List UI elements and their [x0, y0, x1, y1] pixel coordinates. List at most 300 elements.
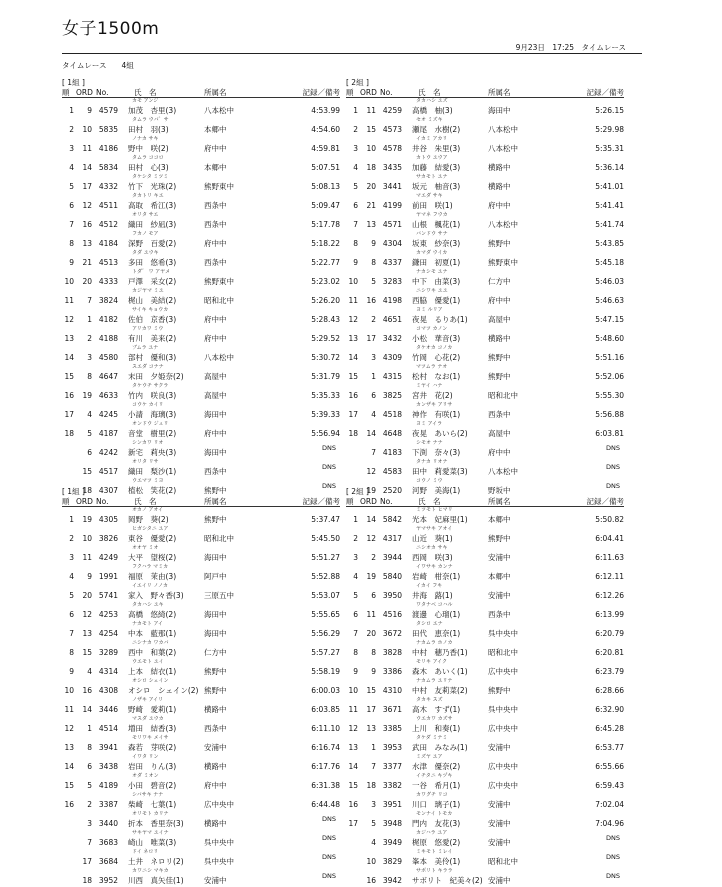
table-row: [346, 307, 624, 326]
name-reading: イワサキ カンナ: [416, 564, 453, 570]
rank-cell: 18: [64, 429, 74, 438]
table-row: [346, 212, 624, 231]
affiliation-cell: 昭和北中: [488, 648, 518, 657]
record-cell: 5:50.82: [595, 515, 624, 524]
bib-number-cell: 4314: [98, 667, 118, 676]
name-reading: ウエマツ ミヨ: [132, 478, 164, 484]
affiliation-cell: 昭和北中: [488, 391, 518, 400]
rank-cell: 3: [69, 144, 74, 153]
bib-number-cell: 4309: [382, 353, 402, 362]
affiliation-cell: 高屋中: [204, 372, 227, 381]
record-cell: 7:02.04: [595, 800, 624, 809]
athlete-name-cell: 中村 友莉菜(2): [412, 686, 468, 695]
order-cell: 16: [82, 220, 92, 229]
dns-mark: DNS: [606, 834, 620, 842]
name-reading: ノザキ アイリ: [132, 697, 164, 703]
athlete-name-cell: オシロ シェイン(2): [128, 686, 199, 695]
rank-cell: 11: [64, 705, 74, 714]
order-cell: 19: [82, 515, 92, 524]
name-reading: ニシワキ ユユ: [416, 288, 448, 294]
order-cell: 14: [82, 705, 92, 714]
order-cell: 11: [366, 610, 376, 619]
record-cell: 5:30.72: [311, 353, 340, 362]
bib-number-cell: 5835: [98, 125, 118, 134]
athlete-name-cell: 竹下 光珠(2): [128, 182, 177, 191]
athlete-name-cell: 岩田 りん(3): [128, 762, 177, 771]
record-cell: 5:18.22: [311, 239, 340, 248]
athlete-name-cell: 上川 和奏(1): [412, 724, 461, 733]
rank-cell: 10: [348, 277, 358, 286]
bib-number-cell: 3950: [382, 591, 402, 600]
affiliation-cell: 仁方中: [488, 277, 511, 286]
order-cell: 16: [366, 296, 376, 305]
record-cell: 5:52.06: [595, 372, 624, 381]
order-cell: 4: [371, 838, 376, 847]
table-row: [62, 136, 340, 155]
record-cell: 5:58.19: [311, 667, 340, 676]
affiliation-cell: 本郷中: [488, 572, 511, 581]
affiliation-cell: 府中中: [204, 239, 227, 248]
order-cell: 7: [371, 762, 376, 771]
order-cell: 8: [371, 648, 376, 657]
record-cell: 5:47.15: [595, 315, 624, 324]
affiliation-cell: 昭和北中: [204, 534, 234, 543]
athlete-name-cell: 門内 友花(3): [412, 819, 461, 828]
affiliation-cell: 府中中: [488, 201, 511, 210]
bib-number-cell: 4578: [382, 144, 402, 153]
rank-cell: 7: [69, 220, 74, 229]
rank-cell: 15: [64, 372, 74, 381]
name-reading: ミツモト ヒマリ: [416, 507, 453, 513]
record-cell: 5:08.13: [311, 182, 340, 191]
athlete-name-cell: 坂東 紗奈(3): [412, 239, 461, 248]
table-row: [62, 269, 340, 288]
name-reading: タカハシ ユキ: [132, 602, 164, 608]
affiliation-cell: 府中中: [488, 296, 511, 305]
bib-number-cell: 3684: [98, 857, 118, 866]
affiliation-cell: 安浦中: [488, 838, 511, 847]
bib-number-cell: 3683: [98, 838, 118, 847]
rank-cell: [346, 447, 358, 458]
bib-number-cell: 4184: [98, 239, 118, 248]
record-cell: [560, 875, 624, 886]
affiliation-cell: 広中央中: [488, 781, 518, 790]
athlete-name-cell: 部村 優和(3): [128, 353, 177, 362]
order-cell: 11: [82, 144, 92, 153]
table-row: [346, 849, 624, 868]
record-cell: 5:48.60: [595, 334, 624, 343]
record-cell: 5:41.01: [595, 182, 624, 191]
order-cell: 5: [87, 781, 92, 790]
athlete-name-cell: 坂元 柚音(3): [412, 182, 461, 191]
record-cell: 5:07.51: [311, 163, 340, 172]
rank-cell: 6: [69, 610, 74, 619]
name-reading: タムラ ココロ: [132, 155, 164, 161]
rank-cell: 7: [353, 629, 358, 638]
athlete-name-cell: 新宅 莉央(3): [128, 448, 177, 457]
athlete-name-cell: 森若 芽咲(2): [128, 743, 177, 752]
record-cell: 6:13.99: [595, 610, 624, 619]
order-cell: 12: [366, 467, 376, 476]
order-cell: 9: [371, 239, 376, 248]
name-reading: タカハシ ユズ: [416, 98, 448, 104]
rank-cell: 10: [64, 277, 74, 286]
table-row: [346, 345, 624, 364]
name-reading: ナカモト アイ: [132, 621, 164, 627]
bib-number-cell: 3672: [382, 629, 402, 638]
order-cell: 4: [371, 410, 376, 419]
header-record: 記録／備考: [586, 497, 624, 506]
rank-cell: 5: [353, 591, 358, 600]
table-row: [62, 678, 340, 697]
rank-cell: 5: [69, 591, 74, 600]
rank-cell: 11: [348, 705, 358, 714]
record-cell: 6:45.28: [595, 724, 624, 733]
table-row: [62, 583, 340, 602]
rank-cell: 5: [353, 182, 358, 191]
rank-cell: 15: [348, 372, 358, 381]
rank-cell: 16: [348, 391, 358, 400]
record-cell: 6:12.26: [595, 591, 624, 600]
athlete-name-cell: 東谷 優愛(2): [128, 534, 177, 543]
name-reading: モリキ アイク: [416, 659, 448, 665]
name-reading: マエダ サキ: [416, 193, 443, 199]
bib-number-cell: 3825: [382, 391, 402, 400]
name-reading: ヒガシタニ ユア: [132, 526, 169, 532]
name-reading: サイキ キョウカ: [132, 307, 169, 313]
order-cell: 14: [366, 429, 376, 438]
affiliation-cell: 八本松中: [488, 125, 518, 134]
table-row: [346, 98, 624, 117]
table-row: [62, 811, 340, 830]
affiliation-cell: 海田中: [204, 553, 227, 562]
rank-cell: 14: [64, 762, 74, 771]
order-cell: 6: [371, 591, 376, 600]
order-cell: 15: [82, 648, 92, 657]
table-row: [62, 117, 340, 136]
name-reading: ヨミ アイラ: [416, 421, 443, 427]
name-reading: ブムラ ユナ: [132, 345, 159, 351]
name-reading: ナカムラ ホノカ: [416, 640, 453, 646]
rank-cell: 7: [69, 629, 74, 638]
record-cell: 6:44.48: [311, 800, 340, 809]
order-cell: 19: [366, 572, 376, 581]
athlete-name-cell: 梶原 悠愛(2): [412, 838, 461, 847]
rank-cell: [346, 466, 358, 477]
bib-number-cell: 1991: [98, 572, 118, 581]
name-reading: タダ ユウキ: [132, 250, 159, 256]
athlete-name-cell: 西岡 咲(3): [412, 553, 453, 562]
order-cell: 13: [366, 220, 376, 229]
athlete-name-cell: 末田 夕姫奈(2): [128, 372, 184, 381]
rank-cell: 9: [69, 667, 74, 676]
heat-label: [ 1組 ]: [62, 487, 85, 496]
rank-cell: 3: [353, 553, 358, 562]
bib-number-cell: 3824: [98, 296, 118, 305]
athlete-name-cell: 野中 咲(2): [128, 144, 169, 153]
record-cell: 5:55.65: [311, 610, 340, 619]
athlete-name-cell: 土井 ネロリ(2): [128, 857, 184, 866]
table-row: [62, 754, 340, 773]
affiliation-cell: 安浦中: [204, 876, 227, 885]
record-cell: [276, 447, 340, 458]
rank-cell: [346, 837, 358, 848]
record-cell: 5:26.15: [595, 106, 624, 115]
order-cell: 21: [82, 258, 92, 267]
bib-number-cell: 4187: [98, 429, 118, 438]
record-cell: 6:12.11: [595, 572, 624, 581]
record-cell: 5:26.20: [311, 296, 340, 305]
affiliation-cell: 熊野中: [204, 486, 227, 495]
athlete-name-cell: 梶山 美結(2): [128, 296, 177, 305]
table-row: [346, 174, 624, 193]
name-reading: ナカムラ ユリナ: [416, 678, 453, 684]
affiliation-cell: 熊野中: [488, 239, 511, 248]
table-row: [62, 212, 340, 231]
table-row: [346, 773, 624, 792]
record-cell: 5:28.43: [311, 315, 340, 324]
name-reading: シモオ ナナ: [416, 440, 443, 446]
bib-number-cell: 4188: [98, 334, 118, 343]
name-reading: コマツ カノン: [416, 326, 448, 332]
rank-cell: 8: [353, 239, 358, 248]
name-reading: ナカシモ ユナ: [416, 269, 448, 275]
athlete-name-cell: 森木 あいく(1): [412, 667, 468, 676]
bib-number-cell: 4513: [98, 258, 118, 267]
header-no: No.: [380, 497, 393, 506]
order-cell: 17: [82, 857, 92, 866]
header-name: 氏 名: [418, 88, 441, 97]
name-reading: ニシオカ サキ: [416, 545, 448, 551]
name-reading: タナカ リオナ: [416, 459, 448, 465]
order-cell: 18: [82, 486, 92, 495]
bib-number-cell: 4305: [98, 515, 118, 524]
dns-mark: DNS: [322, 834, 336, 842]
name-reading: オリタ リサ: [132, 459, 159, 465]
record-cell: [276, 856, 340, 867]
athlete-name-cell: 柴崎 七葉(1): [128, 800, 177, 809]
table-row: [62, 830, 340, 849]
rank-cell: 10: [64, 686, 74, 695]
header-record: 記録／備考: [302, 88, 340, 97]
rank-cell: 14: [348, 353, 358, 362]
bib-number-cell: 4633: [98, 391, 118, 400]
name-reading: ドイ ネロリ: [132, 849, 159, 855]
record-cell: 6:03.81: [595, 429, 624, 438]
table-row: [62, 735, 340, 754]
header-ord: ORD: [76, 88, 93, 97]
affiliation-cell: 西条中: [204, 201, 227, 210]
record-cell: 5:46.03: [595, 277, 624, 286]
rank-cell: 13: [64, 743, 74, 752]
race-type-label: タイムレース 4組: [62, 61, 134, 70]
affiliation-cell: 西条中: [488, 610, 511, 619]
rank-cell: 4: [353, 163, 358, 172]
rank-cell: [62, 466, 74, 477]
bib-number-cell: 4583: [382, 467, 402, 476]
table-row: [346, 402, 624, 421]
order-cell: 5: [87, 429, 92, 438]
rank-cell: 1: [69, 106, 74, 115]
record-cell: 5:29.52: [311, 334, 340, 343]
bib-number-cell: 4259: [382, 106, 402, 115]
name-reading: アリカワ ミウ: [132, 326, 164, 332]
table-row: [346, 678, 624, 697]
order-cell: 10: [366, 144, 376, 153]
name-reading: セオ ミズキ: [416, 117, 443, 123]
record-cell: 5:35.31: [595, 144, 624, 153]
name-reading: コウケ カイリ: [132, 402, 164, 408]
bib-number-cell: 3438: [98, 762, 118, 771]
rank-cell: 16: [64, 800, 74, 809]
table-row: [346, 697, 624, 716]
bib-number-cell: 4199: [382, 201, 402, 210]
affiliation-cell: 海田中: [488, 106, 511, 115]
athlete-name-cell: 有川 美来(2): [128, 334, 177, 343]
record-cell: 6:59.43: [595, 781, 624, 790]
bib-number-cell: 4315: [382, 372, 402, 381]
name-reading: ミズヤ ユア: [416, 754, 443, 760]
table-row: [346, 269, 624, 288]
bib-number-cell: 4517: [98, 467, 118, 476]
name-reading: モリワキ メイサ: [132, 735, 169, 741]
order-cell: 8: [371, 258, 376, 267]
rank-cell: 13: [348, 334, 358, 343]
table-header: [346, 497, 624, 507]
affiliation-cell: 八本松中: [488, 220, 518, 229]
athlete-name-cell: 植松 笑花(2): [128, 486, 177, 495]
bib-number-cell: 4249: [98, 553, 118, 562]
athlete-name-cell: 佐伯 京香(3): [128, 315, 177, 324]
header-ord: ORD: [360, 88, 377, 97]
athlete-name-cell: 大平 望桜(2): [128, 553, 177, 562]
name-reading: トダ゛ ワ アヤメ: [132, 269, 171, 275]
affiliation-cell: 西条中: [488, 410, 511, 419]
order-cell: 1: [371, 743, 376, 752]
athlete-name-cell: 山近 葵(1): [412, 534, 453, 543]
order-cell: 10: [82, 125, 92, 134]
rank-cell: 12: [348, 315, 358, 324]
table-row: [62, 716, 340, 735]
table-row: [62, 697, 340, 716]
athlete-name-cell: 渡邊 心瑠(1): [412, 610, 461, 619]
athlete-name-cell: 多田 悠希(3): [128, 258, 177, 267]
athlete-name-cell: 織田 梨沙(1): [128, 467, 177, 476]
order-cell: 13: [82, 239, 92, 248]
name-reading: タケシタ ミツミ: [132, 174, 169, 180]
athlete-name-cell: サボリト 紀美々(2): [412, 876, 483, 885]
header-rank: 順: [62, 88, 70, 97]
order-cell: 5: [371, 277, 376, 286]
table-row: [62, 155, 340, 174]
affiliation-cell: 八本松中: [204, 353, 234, 362]
rank-cell: 7: [353, 220, 358, 229]
name-reading: イカイ フキ: [416, 583, 443, 589]
header-record: 記録／備考: [586, 88, 624, 97]
affiliation-cell: 海田中: [204, 610, 227, 619]
athlete-name-cell: 竹岡 心花(2): [412, 353, 461, 362]
rank-cell: 16: [348, 800, 358, 809]
table-row: [62, 250, 340, 269]
bib-number-cell: 4333: [98, 277, 118, 286]
rank-cell: 1: [69, 515, 74, 524]
table-row: [346, 231, 624, 250]
name-reading: シンカワ リオ: [132, 440, 164, 446]
record-cell: 5:52.88: [311, 572, 340, 581]
bib-number-cell: 3942: [382, 876, 402, 885]
athlete-name-cell: 神作 有咲(1): [412, 410, 461, 419]
order-cell: 13: [82, 629, 92, 638]
heat-label: [ 1組 ]: [62, 78, 85, 87]
order-cell: 18: [82, 876, 92, 885]
record-cell: [560, 466, 624, 477]
bib-number-cell: 4186: [98, 144, 118, 153]
table-row: [346, 136, 624, 155]
record-cell: 6:00.03: [311, 686, 340, 695]
order-cell: 2: [371, 553, 376, 562]
bib-number-cell: 3283: [382, 277, 402, 286]
name-reading: ノナカ サキ: [132, 136, 159, 142]
order-cell: 8: [87, 743, 92, 752]
athlete-name-cell: 下渕 奈々(3): [412, 448, 461, 457]
bib-number-cell: 4182: [98, 315, 118, 324]
order-cell: 18: [366, 781, 376, 790]
header-ord: ORD: [360, 497, 377, 506]
table-row: [62, 345, 340, 364]
bib-number-cell: 3671: [382, 705, 402, 714]
table-row: [346, 716, 624, 735]
athlete-name-cell: 井海 蕗(1): [412, 591, 453, 600]
record-cell: 5:56.88: [595, 410, 624, 419]
order-cell: 12: [82, 201, 92, 210]
order-cell: 15: [366, 686, 376, 695]
athlete-name-cell: 深野 百愛(2): [128, 239, 177, 248]
affiliation-cell: 府中中: [204, 334, 227, 343]
order-cell: 9: [371, 667, 376, 676]
header-rank: 順: [62, 497, 70, 506]
athlete-name-cell: 野崎 愛莉(1): [128, 705, 177, 714]
record-cell: 5:55.30: [595, 391, 624, 400]
name-reading: カワニシ マキカ: [132, 868, 169, 874]
header-affiliation: 所属名: [204, 88, 227, 97]
bib-number-cell: 3951: [382, 800, 402, 809]
affiliation-cell: 高屋中: [488, 315, 511, 324]
name-reading: カジヤマ ミユ: [132, 288, 164, 294]
rank-cell: [346, 875, 358, 886]
bib-number-cell: 4308: [98, 686, 118, 695]
athlete-name-cell: 高橋 柚(3): [412, 106, 453, 115]
header-affiliation: 所属名: [488, 88, 511, 97]
affiliation-cell: 熊野中: [204, 686, 227, 695]
name-reading: ヨミ ルリア: [416, 307, 443, 313]
order-cell: 12: [366, 534, 376, 543]
order-cell: 7: [371, 448, 376, 457]
affiliation-cell: 昭和北中: [488, 857, 518, 866]
affiliation-cell: 安浦中: [488, 591, 511, 600]
order-cell: 7: [87, 296, 92, 305]
table-row: [62, 402, 340, 421]
affiliation-cell: 府中中: [204, 315, 227, 324]
bib-number-cell: 5840: [382, 572, 402, 581]
affiliation-cell: 高屋中: [488, 429, 511, 438]
record-cell: 6:20.79: [595, 629, 624, 638]
bib-number-cell: 4514: [98, 724, 118, 733]
affiliation-cell: 海田中: [204, 448, 227, 457]
affiliation-cell: 熊野中: [488, 686, 511, 695]
order-cell: 15: [82, 467, 92, 476]
bib-number-cell: 3435: [382, 163, 402, 172]
header-no: No.: [380, 88, 393, 97]
